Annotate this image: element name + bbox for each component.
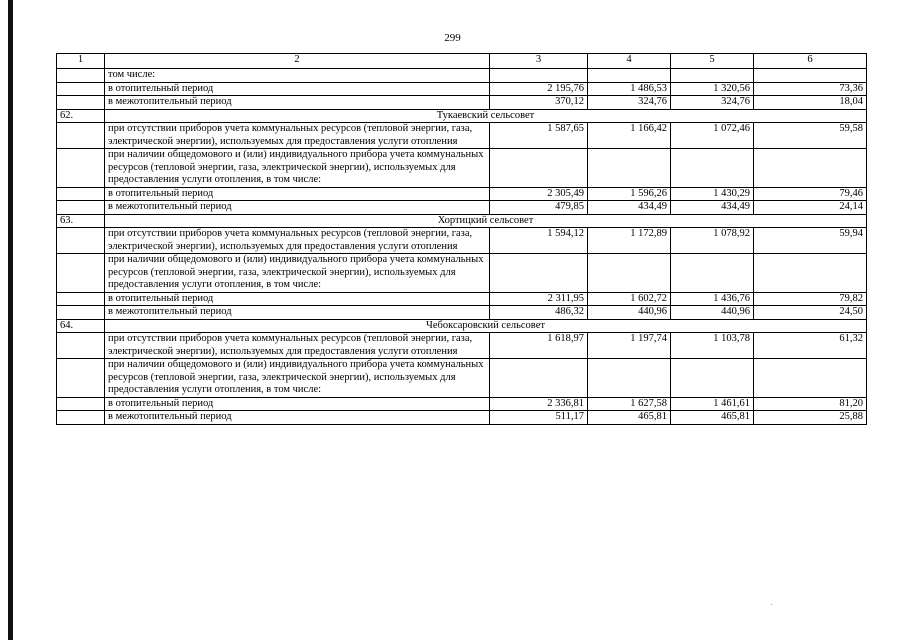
value-cell: 1 461,61 (671, 397, 754, 411)
value-cell: 434,49 (588, 201, 671, 215)
table-row (57, 187, 867, 201)
num-cell (57, 82, 105, 96)
section-row (57, 214, 867, 228)
value-cell: 465,81 (671, 411, 754, 425)
description-cell: в отопительный период (105, 292, 490, 306)
value-cell: 1 103,78 (671, 333, 754, 359)
column-header: 6 (754, 54, 867, 69)
value-cell: 79,46 (754, 187, 867, 201)
value-cell (588, 359, 671, 398)
table-row (57, 123, 867, 149)
table-row (57, 292, 867, 306)
value-cell: 25,88 (754, 411, 867, 425)
description-cell: при наличии общедомового и (или) индивидуального прибора учета коммунальных ресурсов (тепловой энергии, газа, электрической энергии), используемых для предоставления услуги отопления, в том числе: (105, 149, 490, 188)
table-row (57, 411, 867, 425)
value-cell: 1 602,72 (588, 292, 671, 306)
value-cell (671, 359, 754, 398)
num-cell (57, 306, 105, 320)
section-number: 64. (57, 319, 105, 333)
section-number: 62. (57, 109, 105, 123)
value-cell: 1 486,53 (588, 82, 671, 96)
column-header: 3 (490, 54, 588, 69)
value-cell: 79,82 (754, 292, 867, 306)
description-cell: в межотопительный период (105, 96, 490, 110)
value-cell: 324,76 (671, 96, 754, 110)
value-cell: 465,81 (588, 411, 671, 425)
table-row (57, 333, 867, 359)
page-number: 299 (444, 32, 461, 44)
table-row (57, 359, 867, 398)
section-number: 63. (57, 214, 105, 228)
num-cell (57, 254, 105, 293)
value-cell: 18,04 (754, 96, 867, 110)
table-row (57, 149, 867, 188)
section-title: Тукаевский сельсовет (105, 109, 867, 123)
value-cell: 370,12 (490, 96, 588, 110)
description-cell: при наличии общедомового и (или) индивидуального прибора учета коммунальных ресурсов (тепловой энергии, газа, электрической энергии), используемых для предоставления услуги отопления, в том числе: (105, 359, 490, 398)
value-cell: 73,36 (754, 82, 867, 96)
column-header: 4 (588, 54, 671, 69)
num-cell (57, 228, 105, 254)
description-cell: том числе: (105, 69, 490, 83)
value-cell: 24,14 (754, 201, 867, 215)
value-cell: 2 195,76 (490, 82, 588, 96)
value-cell (490, 254, 588, 293)
value-cell: 324,76 (588, 96, 671, 110)
num-cell (57, 96, 105, 110)
value-cell: 2 305,49 (490, 187, 588, 201)
description-cell: в отопительный период (105, 187, 490, 201)
value-cell: 1 436,76 (671, 292, 754, 306)
table-row (57, 69, 867, 83)
num-cell (57, 411, 105, 425)
description-cell: при отсутствии приборов учета коммунальных ресурсов (тепловой энергии, газа, электрической энергии), используемых для предоставления услуги отопления (105, 228, 490, 254)
value-cell: 1 596,26 (588, 187, 671, 201)
num-cell (57, 201, 105, 215)
value-cell: 486,32 (490, 306, 588, 320)
description-cell: при отсутствии приборов учета коммунальных ресурсов (тепловой энергии, газа, электрической энергии), используемых для предоставления услуги отопления (105, 333, 490, 359)
value-cell: 1 430,29 (671, 187, 754, 201)
value-cell: 1 166,42 (588, 123, 671, 149)
value-cell: 1 594,12 (490, 228, 588, 254)
value-cell (671, 254, 754, 293)
value-cell: 434,49 (671, 201, 754, 215)
section-title: Хортицкий сельсовет (105, 214, 867, 228)
num-cell (57, 292, 105, 306)
value-cell: 1 627,58 (588, 397, 671, 411)
value-cell: 24,50 (754, 306, 867, 320)
value-cell (754, 254, 867, 293)
scan-edge-bar (8, 0, 13, 640)
value-cell: 1 078,92 (671, 228, 754, 254)
value-cell (588, 149, 671, 188)
value-cell: 1 618,97 (490, 333, 588, 359)
table-row (57, 254, 867, 293)
section-row (57, 109, 867, 123)
table-row (57, 228, 867, 254)
num-cell (57, 149, 105, 188)
description-cell: в межотопительный период (105, 201, 490, 215)
value-cell: 1 320,56 (671, 82, 754, 96)
table-header-row (57, 54, 867, 69)
column-header: 1 (57, 54, 105, 69)
value-cell (588, 254, 671, 293)
value-cell: 479,85 (490, 201, 588, 215)
value-cell: 1 197,74 (588, 333, 671, 359)
value-cell: 440,96 (588, 306, 671, 320)
value-cell: 1 072,46 (671, 123, 754, 149)
description-cell: при наличии общедомового и (или) индивидуального прибора учета коммунальных ресурсов (тепловой энергии, газа, электрической энергии), используемых для предоставления услуги отопления, в том числе: (105, 254, 490, 293)
value-cell (490, 149, 588, 188)
value-cell: 59,94 (754, 228, 867, 254)
num-cell (57, 397, 105, 411)
table-row (57, 397, 867, 411)
section-row (57, 319, 867, 333)
table-row (57, 306, 867, 320)
num-cell (57, 333, 105, 359)
description-cell: в отопительный период (105, 397, 490, 411)
value-cell: 511,17 (490, 411, 588, 425)
num-cell (57, 69, 105, 83)
table-row (57, 82, 867, 96)
description-cell: в отопительный период (105, 82, 490, 96)
num-cell (57, 359, 105, 398)
value-cell: 440,96 (671, 306, 754, 320)
description-cell: в межотопительный период (105, 411, 490, 425)
value-cell: 2 311,95 (490, 292, 588, 306)
section-title: Чебоксаровский сельсовет (105, 319, 867, 333)
value-cell: 61,32 (754, 333, 867, 359)
value-cell: 81,20 (754, 397, 867, 411)
value-cell (490, 359, 588, 398)
column-header: 5 (671, 54, 754, 69)
value-cell: 1 172,89 (588, 228, 671, 254)
value-cell: 2 336,81 (490, 397, 588, 411)
value-cell (754, 359, 867, 398)
table-row (57, 96, 867, 110)
num-cell (57, 187, 105, 201)
tariff-table (56, 53, 867, 425)
description-cell: в межотопительный период (105, 306, 490, 320)
table-row (57, 201, 867, 215)
column-header: 2 (105, 54, 490, 69)
value-cell: 1 587,65 (490, 123, 588, 149)
value-cell (754, 149, 867, 188)
value-cell: 59,58 (754, 123, 867, 149)
description-cell: при отсутствии приборов учета коммунальных ресурсов (тепловой энергии, газа, электрической энергии), используемых для предоставления услуги отопления (105, 123, 490, 149)
num-cell (57, 123, 105, 149)
value-cell (671, 149, 754, 188)
scan-speck (771, 604, 772, 605)
